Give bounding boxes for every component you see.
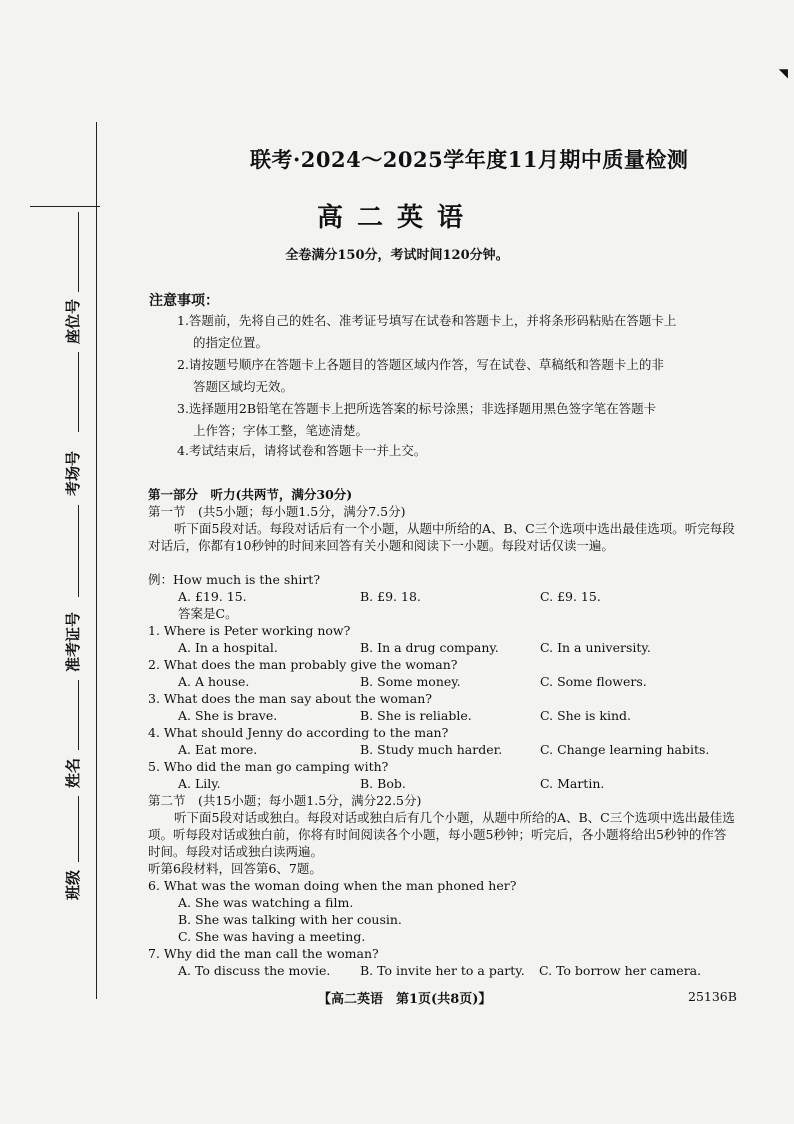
notice-heading: 注意事项： [149, 293, 219, 309]
option-c: C. Change learning habits. [540, 742, 710, 757]
example-option-c: C. £9. 15. [540, 589, 601, 604]
section2-instructions: 听下面5段对话或独白。每段对话或独白后有几个小题，从题中所给的A、B、C三个选项中选出最佳选项。听每段对话或独白前，你将有时间阅读各个小题，每小题5秒钟；听完后，各小题将给出5秒钟的作答时间。每段对话或独白读两遍。 [148, 810, 735, 859]
option-b: B. To invite her to a party. [360, 963, 525, 978]
question-4: 4. What should Jenny do according to the man? [148, 725, 449, 740]
question-5: 5. Who did the man go camping with? [148, 759, 389, 774]
section1-title: 第一节 (共5小题；每小题1.5分，满分7.5分) [148, 504, 406, 519]
option-b: B. Study much harder. [360, 742, 503, 757]
notice-line: 4.考试结束后，请将试卷和答题卡一并上交。 [177, 443, 427, 458]
notice-line: 答题区域均无效。 [193, 379, 294, 394]
option-b: B. She is reliable. [360, 708, 472, 723]
example-question: 例：How much is the shirt? [148, 572, 321, 587]
question-2: 2. What does the man probably give the woman? [148, 657, 458, 672]
notice-item [177, 398, 737, 442]
section2-subinstruction: 听第6段材料，回答第6、7题。 [148, 861, 322, 876]
option-b: B. In a drug company. [360, 640, 499, 655]
seat-label: 座位号 [64, 298, 82, 344]
ticket-label: 准考证号 [64, 611, 82, 672]
page-footer: 【高二英语 第1页(共8页)】 [318, 992, 492, 1007]
option-a: A. In a hospital. [178, 640, 278, 655]
corner-mark: ◥ [778, 66, 788, 80]
paper-code: 25136B [688, 989, 737, 1004]
notice-line: 的指定位置。 [193, 335, 269, 350]
option-b: B. Some money. [360, 674, 461, 689]
option-c: C. In a university. [540, 640, 651, 655]
section2-title: 第二节 (共15小题；每小题1.5分，满分22.5分) [148, 793, 422, 808]
option-c: C. She is kind. [540, 708, 632, 723]
notice-line: 2.请按题号顺序在答题卡上各题目的答题区域内作答，写在试卷、草稿纸和答题卡上的非 [177, 357, 664, 372]
option-b: B. She was talking with her cousin. [178, 912, 402, 927]
example-option-a: A. £19. 15. [178, 589, 247, 604]
class-blank [78, 796, 79, 862]
section1-instructions: 听下面5段对话。每段对话后有一个小题，从题中所给的A、B、C三个选项中选出最佳选项。听完每段对话后，你都有10秒钟的时间来回答有关小题和阅读下一小题。每段对话仅读一遍。 [148, 521, 735, 553]
notice-line: 3.选择题用2B铅笔在答题卡上把所选答案的标号涂黑；非选择题用黑色签字笔在答题卡 [177, 401, 657, 416]
option-b: B. Bob. [360, 776, 406, 791]
option-c: C. Martin. [540, 776, 605, 791]
option-c: C. She was having a meeting. [178, 929, 366, 944]
class-label: 班级 [64, 869, 82, 900]
part1-title: 第一部分 听力(共两节，满分30分) [148, 487, 353, 502]
exam-title: 联考·2024～2025学年度11月期中质量检测 [250, 147, 689, 172]
question-1: 1. Where is Peter working now? [148, 623, 351, 638]
score-info: 全卷满分150分，考试时间120分钟。 [285, 248, 509, 263]
exam-room-blank [78, 352, 79, 432]
option-a: A. She was watching a film. [178, 895, 354, 910]
subject-title: 高二英语 [316, 203, 477, 233]
notice-item [177, 440, 737, 462]
question-3: 3. What does the man say about the woman? [148, 691, 432, 706]
option-a: A. Lily. [178, 776, 221, 791]
notice-item [177, 354, 737, 398]
notice-item [177, 310, 737, 354]
notice-line: 上作答；字体工整，笔迹清楚。 [193, 423, 369, 438]
option-c: C. To borrow her camera. [539, 963, 702, 978]
option-a: A. Eat more. [178, 742, 258, 757]
ticket-blank [78, 505, 79, 597]
question-6: 6. What was the woman doing when the man phoned her? [148, 878, 517, 893]
name-blank [78, 680, 79, 750]
question-7: 7. Why did the man call the woman? [148, 946, 379, 961]
example-answer: 答案是C。 [178, 606, 238, 621]
example-option-b: B. £9. 18. [360, 589, 421, 604]
option-a: A. A house. [178, 674, 250, 689]
option-a: A. To discuss the movie. [178, 963, 331, 978]
option-a: A. She is brave. [178, 708, 278, 723]
notice-line: 1.答题前，先将自己的姓名、准考证号填写在试卷和答题卡上，并将条形码粘贴在答题卡上 [177, 313, 677, 328]
option-c: C. Some flowers. [540, 674, 647, 689]
name-label: 姓名 [64, 757, 82, 788]
exam-room-label: 考场号 [64, 450, 82, 496]
